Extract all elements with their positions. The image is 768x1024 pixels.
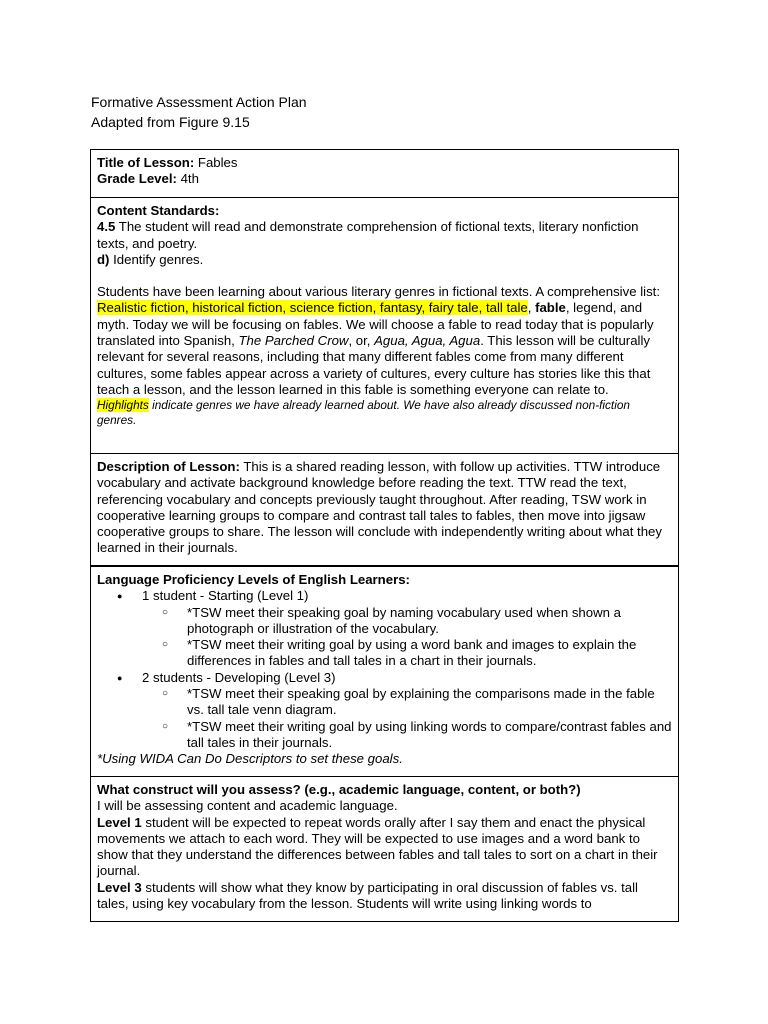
document-title: Formative Assessment Action Plan: [91, 94, 307, 110]
description-cell: [91, 454, 678, 567]
level-3-expectation: [97, 880, 672, 913]
sub-standard-text: Identify genres.: [113, 251, 204, 267]
content-standards-cell: [91, 198, 678, 454]
proficiency-goal: ○ *TSW meet their writing goal by using linking words to compare/contrast fables and tall tales in their journals.: [162, 719, 672, 752]
sub-standard-letter: d): [97, 251, 110, 267]
construct-answer: I will be assessing content and academic language.: [97, 798, 398, 814]
fable-title-2: Agua, Agua, Agua: [374, 333, 481, 349]
highlighted-genres: Realistic fiction, historical fiction, science fiction, fantasy, fairy tale, tall tale: [97, 300, 528, 316]
lesson-info-cell: [91, 150, 678, 198]
level-3-label: Level 3: [97, 879, 142, 895]
grade-level-line: [97, 171, 672, 187]
action-plan-table: [90, 149, 679, 922]
standard-text: The student will read and demonstrate comprehension of fictional texts, literary nonfiction texts, and poetry.: [97, 219, 639, 251]
level-1-label: Level 1: [97, 814, 142, 830]
proficiency-group-label: 2 students - Developing (Level 3): [142, 669, 336, 685]
highlight-note: [97, 398, 672, 427]
proficiency-group-label: 1 student - Starting (Level 1): [142, 588, 309, 604]
description-label: Description of Lesson:: [97, 459, 240, 474]
level-3-text: students will show what they know by participating in oral discussion of fables vs. tall tales, using key vocabulary from the lesson. Students will write using linking words to: [97, 879, 638, 912]
standard-number: 4.5: [97, 219, 116, 235]
proficiency-heading: Language Proficiency Levels of English Learners:: [97, 572, 410, 587]
proficiency-goal: ○ *TSW meet their speaking goal by naming vocabulary used when shown a photograph or illustration of the vocabulary.: [162, 605, 672, 638]
lesson-title-line: [97, 155, 672, 171]
fable-title-1: The Parched Crow: [238, 333, 349, 349]
proficiency-goal: ○ *TSW meet their speaking goal by explaining the comparisons made in the fable vs. tall tale venn diagram.: [162, 686, 672, 719]
proficiency-list: [97, 588, 672, 751]
proficiency-goal: ○ *TSW meet their writing goal by using a word bank and images to explain the differences in fables and tall tales in a chart in their journals.: [162, 637, 672, 670]
content-standards-heading: Content Standards:: [97, 203, 220, 218]
proficiency-footnote: *Using WIDA Can Do Descriptors to set these goals.: [97, 751, 403, 767]
proficiency-cell: [91, 567, 678, 777]
construct-cell: [91, 777, 678, 921]
construct-question: What construct will you assess? (e.g., academic language, content, or both?): [97, 782, 581, 797]
level-1-text: student will be expected to repeat words orally after I say them and enact the physical movements we attach to each word. They will be expected to use images and a word bank to show that they understand the differences between fables and tall tales to sort on a chart in their journal.: [97, 814, 658, 879]
genre-paragraph: Students have been learning about various literary genres in fictional texts. A comprehensive list: Realistic fiction, historical fiction, science fiction, fantasy, fairy tale, tall tale, fable, legend, and myth. Today we will be focusing on fables. We will choose a fable to read today that is popularly translated into Spanish, The Parched Crow, or, Agua, Agua, Agua. This lesson will be culturally relevant for several reasons, including that many different fables come from many different cultures, some fables appear across a variety of cultures, every culture has stories like this that teach a lesson, and the lesson learned in this fable is something everyone can relate to.: [97, 284, 660, 397]
grade-level-value: 4th: [180, 171, 199, 187]
proficiency-group: [117, 588, 672, 669]
document-header: [91, 92, 307, 132]
description-text: This is a shared reading lesson, with follow up activities. TTW introduce vocabulary and activate background knowledge before reading the text. TTW read the text, referencing vocabulary and concepts previously taught throughout. After reading, TSW work in cooperative learning groups to compare and contrast tall tales to fables, then move into jigsaw cooperative groups to share. The lesson will conclude with independently writing about what they learned in their journals.: [97, 459, 662, 556]
lesson-title-value: Fables: [197, 155, 238, 170]
document-subtitle: Adapted from Figure 9.15: [91, 114, 250, 130]
standard-statement: [97, 219, 672, 252]
sub-standard: [97, 252, 672, 268]
grade-level-label: Grade Level:: [97, 171, 177, 187]
fable-genre: fable: [535, 300, 566, 316]
lesson-title-label: Title of Lesson:: [97, 155, 195, 170]
highlight-note-marker: Highlights: [97, 398, 149, 413]
level-1-expectation: [97, 815, 672, 880]
proficiency-group: [117, 670, 672, 751]
highlight-note-text: indicate genres we have already learned about. We have also already discussed non-fiction genres.: [97, 398, 630, 427]
